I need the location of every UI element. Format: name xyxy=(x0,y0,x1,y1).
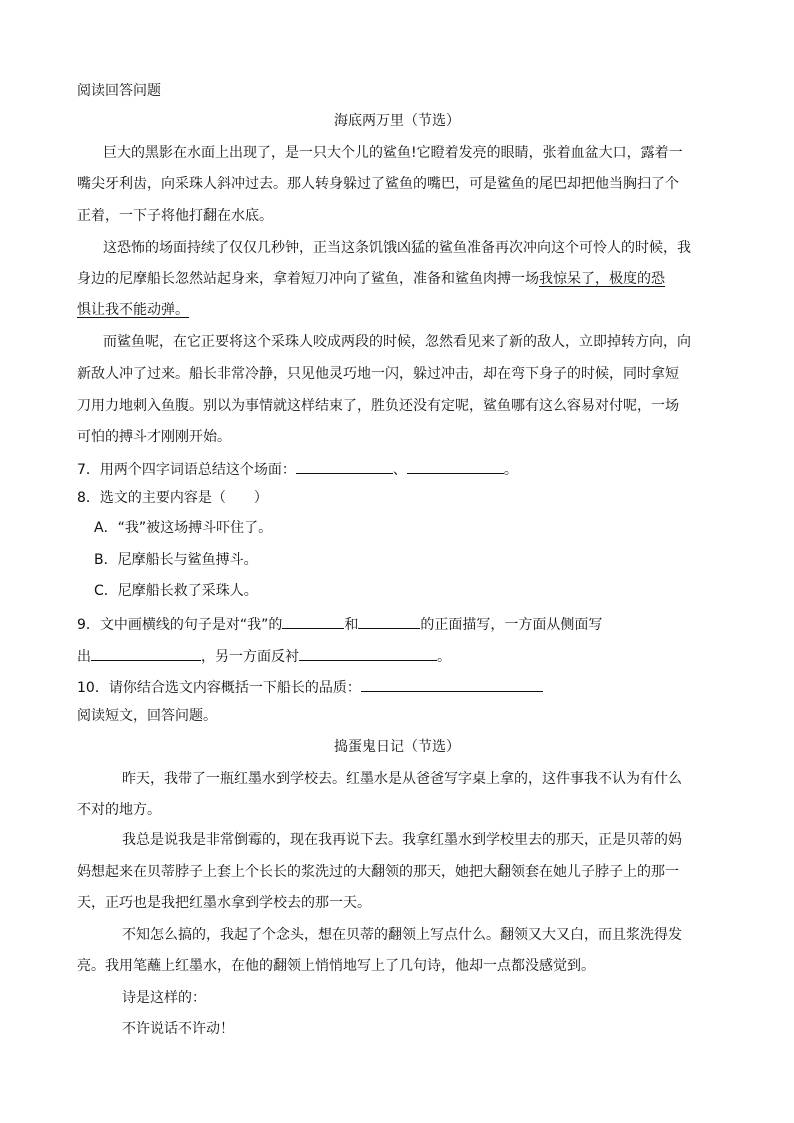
paragraph-line: 不知怎么搞的，我起了个念头，想在贝蒂的翻领上写点什么。翻领又大又白，而且浆洗得发 xyxy=(122,927,682,943)
paragraph-line: 而鲨鱼呢，在它正要将这个采珠人咬成两段的时候，忽然看见来了新的敌人，立即掉转方向，向 xyxy=(103,334,691,350)
question-text: 和 xyxy=(344,617,359,633)
paragraph-line: 不对的地方。 xyxy=(77,802,161,818)
answer-blank[interactable] xyxy=(407,458,504,474)
question-10 xyxy=(77,676,727,696)
answer-blank[interactable] xyxy=(358,613,420,629)
answer-blank[interactable] xyxy=(299,645,437,661)
answer-blank[interactable] xyxy=(296,458,393,474)
question-text: ，另一方面反衬 xyxy=(201,649,299,665)
section1-instruction: 阅读回答问题 xyxy=(77,83,161,99)
answer-blank[interactable] xyxy=(361,676,543,692)
question-text: 7．用两个四字词语总结这个场面： xyxy=(77,462,296,478)
question-end: 。 xyxy=(503,462,518,478)
paragraph-line: 我总是说我是非常倒霉的，现在我再说下去。我拿红墨水到学校里去的那天，正是贝蒂的妈 xyxy=(122,832,682,848)
paragraph-line xyxy=(77,300,727,320)
separator: 、 xyxy=(392,462,407,478)
paragraph-line: 刀用力地刺入鱼腹。别以为事情就这样结束了，胜负还没有定呢，鲨鱼哪有这么容易对付呢，一场 xyxy=(77,398,679,414)
paragraph-line: 天，正巧也是我把红墨水拿到学校去的那一天。 xyxy=(77,895,371,911)
paragraph-line: 亮。我用笔蘸上红墨水，在他的翻领上悄悄地写上了几句诗，他却一点都没感觉到。 xyxy=(77,958,595,974)
section2-instruction: 阅读短文，回答问题。 xyxy=(77,708,217,724)
underlined-sentence: 惧让我不能动弹。 xyxy=(77,302,189,318)
option-a: A．“我”被这场搏斗吓住了。 xyxy=(94,520,273,536)
paragraph-line: 嘴尖牙利齿，向采珠人斜冲过去。那人转身躲过了鲨鱼的嘴巴，可是鲨鱼的尾巴却把他当胸扫了个 xyxy=(77,176,679,192)
question-7 xyxy=(77,458,727,478)
paragraph-line xyxy=(77,269,727,289)
paragraph-line: 可怕的搏斗才刚刚开始。 xyxy=(77,429,231,445)
section1-title: 海底两万里（节选） xyxy=(334,113,460,129)
question-text: 的正面描写，一方面从侧面写 xyxy=(420,617,603,633)
option-b: B．尼摩船长与鲨鱼搏斗。 xyxy=(94,552,258,568)
question-end: 。 xyxy=(437,649,451,665)
section2-title: 捣蛋鬼日记（节选） xyxy=(334,739,460,755)
paragraph-line: 新敌人冲了过来。船长非常冷静，只见他灵巧地一闪，躲过冲击，却在弯下身子的时候，同时拿短 xyxy=(77,366,679,382)
paragraph-text: 身边的尼摩船长忽然站起身来，拿着短刀冲向了鲨鱼，准备和鲨鱼肉搏一场 xyxy=(77,271,539,287)
paragraph-line: 正着，一下子将他打翻在水底。 xyxy=(77,208,273,224)
paragraph-line: 这恐怖的场面持续了仅仅几秒钟，正当这条饥饿凶猛的鲨鱼准备再次冲向这个可怜人的时候，我 xyxy=(103,240,691,256)
paragraph-line: 妈想起来在贝蒂脖子上套上个长长的浆洗过的大翻领的那天，她把大翻领套在她儿子脖子上的那一 xyxy=(77,864,679,880)
question-text: 9．文中画横线的句子是对“我”的 xyxy=(77,617,283,633)
question-8: 8．选文的主要内容是（ ） xyxy=(77,490,268,506)
paragraph-line: 巨大的黑影在水面上出现了，是一只大个儿的鲨鱼!它瞪着发亮的眼睛，张着血盆大口，露着一 xyxy=(103,145,683,161)
question-text: 10．请你结合选文内容概括一下船长的品质： xyxy=(77,680,361,696)
paragraph-line: 昨天，我带了一瓶红墨水到学校去。红墨水是从爸爸写字桌上拿的，这件事我不认为有什么 xyxy=(122,771,682,787)
paragraph-line: 诗是这样的： xyxy=(122,990,206,1006)
question-9 xyxy=(77,613,727,633)
answer-blank[interactable] xyxy=(91,645,201,661)
answer-blank[interactable] xyxy=(282,613,344,629)
option-c: C．尼摩船长救了采珠人。 xyxy=(94,583,258,599)
underlined-sentence: 我惊呆了，极度的恐 xyxy=(539,271,665,287)
question-text: 出 xyxy=(77,649,91,665)
paragraph-line: 不许说话不许动！ xyxy=(122,1021,234,1037)
question-9-continued xyxy=(77,645,727,665)
